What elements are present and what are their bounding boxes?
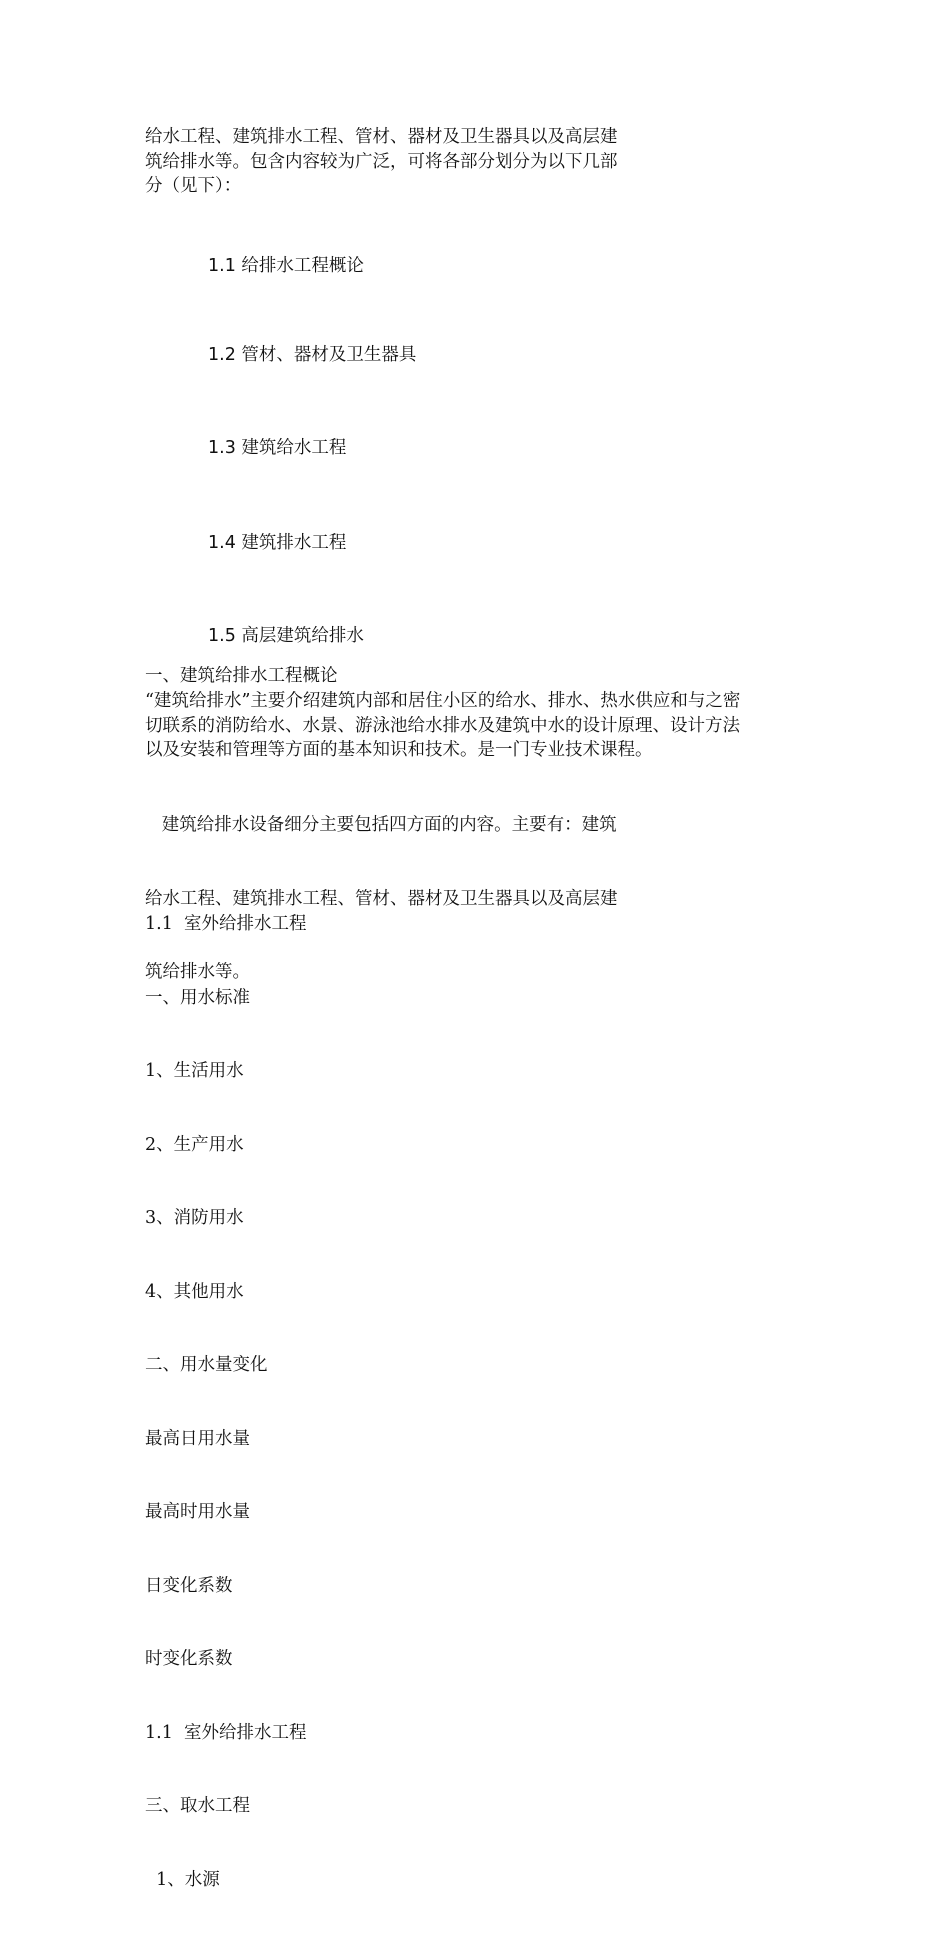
outline-item: 日变化系数: [145, 1575, 233, 1596]
outline-item: 1、生活用水: [145, 1061, 244, 1081]
outline-item: 1.1 室外给排水工程: [145, 914, 307, 934]
description-paragraph: [145, 689, 740, 763]
subdivision-line: 给水工程、建筑排水工程、管材、器材及卫生器具以及高层建: [145, 888, 618, 909]
subdivision-line: 建筑给排水设备细分主要包括四方面的内容。主要有：建筑: [145, 815, 617, 835]
outline-list: [145, 863, 306, 1941]
toc-item-1-5: 1.5 高层建筑给排水: [208, 626, 364, 646]
description-line: 切联系的消防给水、水景、游泳池给水排水及建筑中水的设计原理、设计方法: [145, 715, 740, 736]
subdivision-line: 筑给排水等。: [145, 962, 250, 982]
toc-item-1-2: 1.2 管材、器材及卫生器具: [208, 345, 417, 365]
description-line: “建筑给排水”主要介绍建筑内部和居住小区的给水、排水、热水供应和与之密: [145, 691, 741, 711]
outline-item: 一、用水标准: [145, 987, 250, 1008]
outline-item: 二、用水量变化: [145, 1355, 268, 1375]
section-heading: 一、建筑给排水工程概论: [145, 666, 338, 686]
description-line: 以及安装和管理等方面的基本知识和技术。是一门专业技术课程。: [145, 740, 653, 760]
outline-item: 1.1 室外给排水工程: [145, 1722, 307, 1743]
outline-item: 时变化系数: [145, 1649, 233, 1669]
intro-paragraph: [145, 125, 618, 199]
outline-item: 最高时用水量: [145, 1502, 250, 1522]
outline-item: 1、水源: [145, 1869, 220, 1890]
intro-line: 分（见下）：: [145, 176, 242, 196]
toc-item-1-3: 1.3 建筑给水工程: [208, 438, 347, 458]
toc-item-1-4: 1.4 建筑排水工程: [208, 533, 347, 553]
intro-line: 给水工程、建筑排水工程、管材、器材及卫生器具以及高层建: [145, 127, 618, 147]
outline-item: 3、消防用水: [145, 1208, 244, 1228]
outline-item: 2、生产用水: [145, 1134, 244, 1155]
toc-item-1-1: 1.1 给排水工程概论: [208, 256, 364, 276]
outline-item: 最高日用水量: [145, 1428, 250, 1449]
outline-item: 4、其他用水: [145, 1281, 244, 1302]
intro-line: 筑给排水等。包含内容较为广泛，可将各部分划分为以下几部: [145, 151, 618, 172]
outline-item: 三、取水工程: [145, 1796, 250, 1816]
